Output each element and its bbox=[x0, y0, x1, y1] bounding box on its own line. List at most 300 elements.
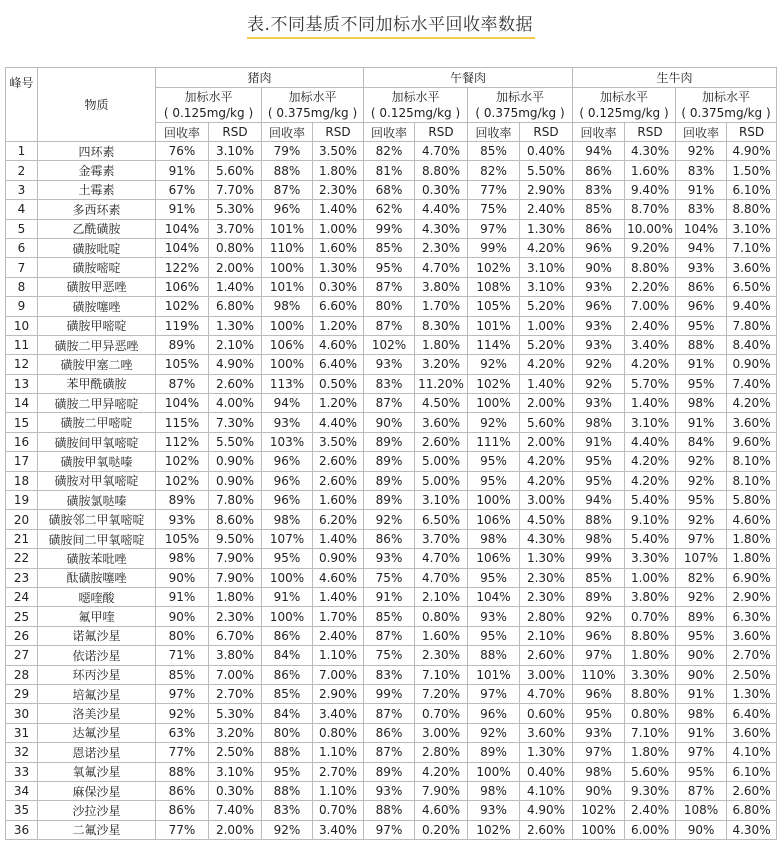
beef-high-rsd-cell: 2.70% bbox=[727, 646, 777, 665]
pork-high-rsd-cell: 2.60% bbox=[313, 471, 364, 490]
luncheon-low-rsd-cell: 2.30% bbox=[415, 238, 468, 257]
beef-high-recovery-cell: 92% bbox=[676, 471, 727, 490]
pork-high-rsd-cell: 1.30% bbox=[313, 258, 364, 277]
peak-number-cell: 34 bbox=[6, 781, 38, 800]
rsd-header: RSD bbox=[313, 123, 364, 142]
pork-high-rsd-cell: 4.60% bbox=[313, 335, 364, 354]
luncheon-high-rsd-cell: 0.40% bbox=[520, 142, 573, 161]
luncheon-low-recovery-cell: 83% bbox=[364, 665, 415, 684]
pork-high-rsd-cell: 1.80% bbox=[313, 161, 364, 180]
beef-low-rsd-cell: 3.80% bbox=[625, 587, 676, 606]
luncheon-low-rsd-cell: 0.30% bbox=[415, 180, 468, 199]
luncheon-low-rsd-cell: 7.20% bbox=[415, 684, 468, 703]
pork-high-rsd-cell: 6.40% bbox=[313, 355, 364, 374]
substance-name-cell: 金霉素 bbox=[38, 161, 156, 180]
pork-low-rsd-cell: 5.50% bbox=[209, 432, 262, 451]
beef-high-recovery-cell: 91% bbox=[676, 723, 727, 742]
beef-low-rsd-cell: 4.20% bbox=[625, 355, 676, 374]
pork-low-recovery-cell: 87% bbox=[156, 374, 209, 393]
beef-low-recovery-cell: 93% bbox=[573, 316, 625, 335]
pork-low-recovery-cell: 112% bbox=[156, 432, 209, 451]
beef-high-rsd-cell: 6.80% bbox=[727, 801, 777, 820]
luncheon-high-recovery-cell: 108% bbox=[468, 277, 520, 296]
pork-high-rsd-cell: 1.10% bbox=[313, 743, 364, 762]
level-value: ( 0.125mg/kg ) bbox=[370, 106, 461, 120]
luncheon-low-recovery-cell: 95% bbox=[364, 258, 415, 277]
table-row bbox=[6, 394, 777, 413]
table-row bbox=[6, 704, 777, 723]
peak-number-cell: 10 bbox=[6, 316, 38, 335]
pork-low-recovery-cell: 115% bbox=[156, 413, 209, 432]
beef-low-rsd-cell: 5.70% bbox=[625, 374, 676, 393]
peak-number-cell: 23 bbox=[6, 568, 38, 587]
beef-low-rsd-cell: 8.80% bbox=[625, 684, 676, 703]
pork-high-rsd-cell: 3.40% bbox=[313, 704, 364, 723]
pork-high-rsd-cell: 1.20% bbox=[313, 316, 364, 335]
pork-low-recovery-cell: 102% bbox=[156, 297, 209, 316]
luncheon-low-recovery-cell: 99% bbox=[364, 219, 415, 238]
table-row bbox=[6, 258, 777, 277]
pork-high-recovery-cell: 100% bbox=[262, 355, 313, 374]
luncheon-low-rsd-cell: 2.60% bbox=[415, 432, 468, 451]
table-row bbox=[6, 549, 777, 568]
luncheon-high-rsd-cell: 1.40% bbox=[520, 374, 573, 393]
beef-low-rsd-cell: 10.00% bbox=[625, 219, 676, 238]
pork-low-recovery-cell: 67% bbox=[156, 180, 209, 199]
pork-low-recovery-cell: 104% bbox=[156, 238, 209, 257]
pork-high-recovery-cell: 88% bbox=[262, 781, 313, 800]
recovery-header: 回收率 bbox=[468, 123, 520, 142]
table-row bbox=[6, 238, 777, 257]
luncheon-low-recovery-cell: 89% bbox=[364, 471, 415, 490]
substance-name-cell: 土霉素 bbox=[38, 180, 156, 199]
luncheon-low-recovery-cell: 75% bbox=[364, 568, 415, 587]
luncheon-low-recovery-cell: 89% bbox=[364, 452, 415, 471]
peak-number-cell: 30 bbox=[6, 704, 38, 723]
beef-high-recovery-cell: 90% bbox=[676, 646, 727, 665]
beef-high-rsd-cell: 5.80% bbox=[727, 491, 777, 510]
beef-low-recovery-cell: 96% bbox=[573, 684, 625, 703]
table-row bbox=[6, 723, 777, 742]
substance-name-cell: 噁喹酸 bbox=[38, 587, 156, 606]
substance-header: 物质 bbox=[38, 68, 156, 142]
luncheon-low-recovery-cell: 92% bbox=[364, 510, 415, 529]
luncheon-high-recovery-cell: 106% bbox=[468, 549, 520, 568]
beef-high-rsd-cell: 3.60% bbox=[727, 723, 777, 742]
pork-low-recovery-cell: 77% bbox=[156, 820, 209, 839]
luncheon-low-recovery-cell: 87% bbox=[364, 743, 415, 762]
level-value: ( 0.375mg/kg ) bbox=[267, 106, 358, 120]
substance-name-cell: 磺胺二甲异嘧啶 bbox=[38, 394, 156, 413]
luncheon-low-recovery-cell: 88% bbox=[364, 801, 415, 820]
luncheon-low-recovery-cell: 102% bbox=[364, 335, 415, 354]
luncheon-low-rsd-cell: 2.80% bbox=[415, 743, 468, 762]
pork-low-rsd-cell: 9.50% bbox=[209, 529, 262, 548]
pork-high-recovery-cell: 100% bbox=[262, 607, 313, 626]
luncheon-low-recovery-cell: 86% bbox=[364, 529, 415, 548]
luncheon-low-recovery-cell: 85% bbox=[364, 238, 415, 257]
luncheon-high-rsd-cell: 4.20% bbox=[520, 471, 573, 490]
table-row bbox=[6, 316, 777, 335]
beef-low-rsd-cell: 4.30% bbox=[625, 142, 676, 161]
beef-high-rsd-cell: 4.60% bbox=[727, 510, 777, 529]
luncheon-high-recovery-cell: 101% bbox=[468, 316, 520, 335]
peak-number-cell: 31 bbox=[6, 723, 38, 742]
pork-high-rsd-cell: 1.60% bbox=[313, 238, 364, 257]
pork-low-rsd-cell: 2.10% bbox=[209, 335, 262, 354]
luncheon-high-rsd-cell: 4.20% bbox=[520, 238, 573, 257]
beef-high-rsd-cell: 6.30% bbox=[727, 607, 777, 626]
beef-high-recovery-cell: 84% bbox=[676, 432, 727, 451]
beef-low-recovery-cell: 94% bbox=[573, 142, 625, 161]
beef-low-recovery-cell: 97% bbox=[573, 743, 625, 762]
table-row bbox=[6, 335, 777, 354]
peak-number-cell: 33 bbox=[6, 762, 38, 781]
substance-name-cell: 多西环素 bbox=[38, 200, 156, 219]
pork-high-recovery-cell: 98% bbox=[262, 297, 313, 316]
luncheon-high-rsd-cell: 2.30% bbox=[520, 568, 573, 587]
pork-high-rsd-cell: 7.00% bbox=[313, 665, 364, 684]
beef-low-rsd-cell: 4.20% bbox=[625, 471, 676, 490]
table-row bbox=[6, 801, 777, 820]
beef-high-recovery-cell: 98% bbox=[676, 394, 727, 413]
beef-low-recovery-cell: 86% bbox=[573, 219, 625, 238]
beef-high-recovery-cell: 92% bbox=[676, 587, 727, 606]
beef-low-rsd-cell: 6.00% bbox=[625, 820, 676, 839]
luncheon-low-recovery-cell: 89% bbox=[364, 491, 415, 510]
recovery-header: 回收率 bbox=[262, 123, 313, 142]
pork-high-recovery-cell: 101% bbox=[262, 277, 313, 296]
beef-high-recovery-cell: 91% bbox=[676, 684, 727, 703]
table-row bbox=[6, 762, 777, 781]
pork-low-rsd-cell: 0.90% bbox=[209, 452, 262, 471]
beef-high-rsd-cell: 7.10% bbox=[727, 238, 777, 257]
luncheon-low-rsd-cell: 4.30% bbox=[415, 219, 468, 238]
table-body bbox=[6, 142, 777, 840]
beef-low-recovery-cell: 86% bbox=[573, 161, 625, 180]
luncheon-high-recovery-cell: 100% bbox=[468, 394, 520, 413]
beef-low-recovery-cell: 96% bbox=[573, 297, 625, 316]
luncheon-low-rsd-cell: 3.60% bbox=[415, 413, 468, 432]
beef-high-rsd-cell: 4.10% bbox=[727, 743, 777, 762]
pork-high-rsd-cell: 1.40% bbox=[313, 529, 364, 548]
recovery-header: 回收率 bbox=[364, 123, 415, 142]
luncheon-high-recovery-cell: 92% bbox=[468, 355, 520, 374]
luncheon-high-rsd-cell: 3.60% bbox=[520, 723, 573, 742]
pork-high-rsd-cell: 1.70% bbox=[313, 607, 364, 626]
pork-high-recovery-cell: 100% bbox=[262, 568, 313, 587]
beef-high-rsd-cell: 1.50% bbox=[727, 161, 777, 180]
pork-low-rsd-cell: 6.70% bbox=[209, 626, 262, 645]
peak-number-cell: 32 bbox=[6, 743, 38, 762]
luncheon-high-recovery-cell: 104% bbox=[468, 587, 520, 606]
beef-high-rsd-cell: 3.60% bbox=[727, 626, 777, 645]
peak-number-cell: 3 bbox=[6, 180, 38, 199]
pork-low-recovery-cell: 104% bbox=[156, 219, 209, 238]
beef-low-rsd-cell: 4.20% bbox=[625, 452, 676, 471]
substance-name-cell: 磺胺苯吡唑 bbox=[38, 549, 156, 568]
beef-high-recovery-cell: 90% bbox=[676, 820, 727, 839]
pork-high-rsd-cell: 2.70% bbox=[313, 762, 364, 781]
pork-high-recovery-cell: 95% bbox=[262, 762, 313, 781]
beef-low-recovery-cell: 98% bbox=[573, 413, 625, 432]
pork-high-rsd-cell: 1.40% bbox=[313, 587, 364, 606]
substance-name-cell: 磺胺氯哒嗪 bbox=[38, 491, 156, 510]
table-row bbox=[6, 665, 777, 684]
pork-high-rsd-cell: 0.80% bbox=[313, 723, 364, 742]
beef-high-recovery-cell: 108% bbox=[676, 801, 727, 820]
beef-low-recovery-cell: 110% bbox=[573, 665, 625, 684]
beef-low-recovery-cell: 83% bbox=[573, 180, 625, 199]
beef-low-recovery-cell: 95% bbox=[573, 471, 625, 490]
substance-name-cell: 麻保沙星 bbox=[38, 781, 156, 800]
pork-high-recovery-cell: 98% bbox=[262, 510, 313, 529]
beef-high-rsd-cell: 6.90% bbox=[727, 568, 777, 587]
pork-high-rsd-cell: 3.40% bbox=[313, 820, 364, 839]
substance-name-cell: 培氟沙星 bbox=[38, 684, 156, 703]
beef-low-rsd-cell: 5.60% bbox=[625, 762, 676, 781]
pork-low-recovery-cell: 90% bbox=[156, 607, 209, 626]
substance-name-cell: 氟甲喹 bbox=[38, 607, 156, 626]
pork-high-rsd-cell: 2.60% bbox=[313, 452, 364, 471]
level-header bbox=[468, 88, 573, 123]
luncheon-high-recovery-cell: 88% bbox=[468, 646, 520, 665]
beef-high-rsd-cell: 3.60% bbox=[727, 413, 777, 432]
pork-low-recovery-cell: 106% bbox=[156, 277, 209, 296]
luncheon-low-rsd-cell: 3.00% bbox=[415, 723, 468, 742]
peak-number-cell: 21 bbox=[6, 529, 38, 548]
peak-number-cell: 29 bbox=[6, 684, 38, 703]
table-row bbox=[6, 432, 777, 451]
pork-low-recovery-cell: 122% bbox=[156, 258, 209, 277]
luncheon-low-rsd-cell: 8.80% bbox=[415, 161, 468, 180]
beef-high-recovery-cell: 83% bbox=[676, 200, 727, 219]
substance-name-cell: 磺胺间甲氧嘧啶 bbox=[38, 432, 156, 451]
luncheon-low-recovery-cell: 62% bbox=[364, 200, 415, 219]
luncheon-low-recovery-cell: 68% bbox=[364, 180, 415, 199]
beef-high-recovery-cell: 95% bbox=[676, 374, 727, 393]
beef-low-recovery-cell: 96% bbox=[573, 238, 625, 257]
pork-low-recovery-cell: 86% bbox=[156, 801, 209, 820]
beef-high-recovery-cell: 91% bbox=[676, 413, 727, 432]
pork-high-rsd-cell: 1.20% bbox=[313, 394, 364, 413]
luncheon-low-rsd-cell: 4.20% bbox=[415, 762, 468, 781]
pork-high-recovery-cell: 110% bbox=[262, 238, 313, 257]
substance-name-cell: 磺胺间二甲氧嘧啶 bbox=[38, 529, 156, 548]
level-value: ( 0.375mg/kg ) bbox=[681, 106, 771, 120]
pork-low-rsd-cell: 4.00% bbox=[209, 394, 262, 413]
luncheon-high-rsd-cell: 3.00% bbox=[520, 491, 573, 510]
luncheon-low-recovery-cell: 99% bbox=[364, 684, 415, 703]
peak-number-cell: 7 bbox=[6, 258, 38, 277]
table-row bbox=[6, 568, 777, 587]
substance-name-cell: 磺胺甲嘧啶 bbox=[38, 316, 156, 335]
luncheon-high-recovery-cell: 89% bbox=[468, 743, 520, 762]
luncheon-high-rsd-cell: 5.20% bbox=[520, 297, 573, 316]
luncheon-high-rsd-cell: 1.30% bbox=[520, 219, 573, 238]
luncheon-high-rsd-cell: 4.20% bbox=[520, 452, 573, 471]
pork-high-rsd-cell: 0.90% bbox=[313, 549, 364, 568]
substance-name-cell: 恩诺沙星 bbox=[38, 743, 156, 762]
pork-high-recovery-cell: 79% bbox=[262, 142, 313, 161]
luncheon-low-recovery-cell: 87% bbox=[364, 316, 415, 335]
beef-low-rsd-cell: 0.70% bbox=[625, 607, 676, 626]
pork-high-rsd-cell: 1.40% bbox=[313, 200, 364, 219]
pork-low-rsd-cell: 3.20% bbox=[209, 723, 262, 742]
level-label: 加标水平 bbox=[600, 90, 649, 104]
luncheon-low-rsd-cell: 4.50% bbox=[415, 394, 468, 413]
pork-low-rsd-cell: 6.80% bbox=[209, 297, 262, 316]
luncheon-high-recovery-cell: 99% bbox=[468, 238, 520, 257]
beef-high-rsd-cell: 2.50% bbox=[727, 665, 777, 684]
substance-name-cell: 乙酰磺胺 bbox=[38, 219, 156, 238]
peak-number-cell: 15 bbox=[6, 413, 38, 432]
pork-low-rsd-cell: 7.70% bbox=[209, 180, 262, 199]
pork-high-recovery-cell: 100% bbox=[262, 316, 313, 335]
beef-high-recovery-cell: 97% bbox=[676, 529, 727, 548]
table-row bbox=[6, 374, 777, 393]
beef-low-rsd-cell: 2.40% bbox=[625, 801, 676, 820]
beef-high-rsd-cell: 4.90% bbox=[727, 142, 777, 161]
peak-number-cell: 36 bbox=[6, 820, 38, 839]
peak-number-cell: 17 bbox=[6, 452, 38, 471]
substance-name-cell: 二氟沙星 bbox=[38, 820, 156, 839]
luncheon-low-rsd-cell: 3.10% bbox=[415, 491, 468, 510]
pork-high-rsd-cell: 1.60% bbox=[313, 491, 364, 510]
pork-low-rsd-cell: 2.70% bbox=[209, 684, 262, 703]
substance-name-cell: 酞磺胺噻唑 bbox=[38, 568, 156, 587]
luncheon-low-rsd-cell: 3.70% bbox=[415, 529, 468, 548]
peak-number-cell: 4 bbox=[6, 200, 38, 219]
beef-low-rsd-cell: 1.60% bbox=[625, 161, 676, 180]
beef-high-rsd-cell: 2.90% bbox=[727, 587, 777, 606]
substance-name-cell: 磺胺甲恶唑 bbox=[38, 277, 156, 296]
luncheon-low-recovery-cell: 87% bbox=[364, 277, 415, 296]
luncheon-high-recovery-cell: 93% bbox=[468, 607, 520, 626]
pork-low-rsd-cell: 3.70% bbox=[209, 219, 262, 238]
pork-low-recovery-cell: 90% bbox=[156, 568, 209, 587]
luncheon-high-recovery-cell: 92% bbox=[468, 413, 520, 432]
beef-high-recovery-cell: 98% bbox=[676, 704, 727, 723]
title-underline bbox=[247, 37, 535, 39]
pork-high-recovery-cell: 86% bbox=[262, 665, 313, 684]
pork-high-rsd-cell: 6.20% bbox=[313, 510, 364, 529]
beef-low-recovery-cell: 90% bbox=[573, 258, 625, 277]
luncheon-low-recovery-cell: 80% bbox=[364, 297, 415, 316]
luncheon-low-recovery-cell: 87% bbox=[364, 394, 415, 413]
pork-high-rsd-cell: 2.90% bbox=[313, 684, 364, 703]
pork-high-rsd-cell: 0.30% bbox=[313, 277, 364, 296]
substance-name-cell: 磺胺对甲氧嘧啶 bbox=[38, 471, 156, 490]
pork-low-rsd-cell: 3.10% bbox=[209, 762, 262, 781]
matrix-header-pork: 猪肉 bbox=[156, 68, 364, 88]
pork-low-rsd-cell: 5.30% bbox=[209, 200, 262, 219]
beef-high-rsd-cell: 6.40% bbox=[727, 704, 777, 723]
pork-high-recovery-cell: 100% bbox=[262, 258, 313, 277]
matrix-header-luncheon-meat: 午餐肉 bbox=[364, 68, 573, 88]
luncheon-low-rsd-cell: 2.30% bbox=[415, 646, 468, 665]
beef-low-recovery-cell: 91% bbox=[573, 432, 625, 451]
beef-high-rsd-cell: 8.10% bbox=[727, 471, 777, 490]
pork-low-rsd-cell: 5.60% bbox=[209, 161, 262, 180]
pork-high-recovery-cell: 107% bbox=[262, 529, 313, 548]
beef-low-recovery-cell: 99% bbox=[573, 549, 625, 568]
beef-low-rsd-cell: 3.10% bbox=[625, 413, 676, 432]
pork-high-recovery-cell: 96% bbox=[262, 471, 313, 490]
pork-high-rsd-cell: 2.30% bbox=[313, 180, 364, 199]
level-label: 加标水平 bbox=[496, 90, 545, 104]
luncheon-low-recovery-cell: 90% bbox=[364, 413, 415, 432]
pork-low-recovery-cell: 93% bbox=[156, 510, 209, 529]
pork-high-recovery-cell: 88% bbox=[262, 743, 313, 762]
beef-low-recovery-cell: 88% bbox=[573, 510, 625, 529]
luncheon-low-rsd-cell: 11.20% bbox=[415, 374, 468, 393]
luncheon-low-rsd-cell: 4.60% bbox=[415, 801, 468, 820]
pork-low-rsd-cell: 4.90% bbox=[209, 355, 262, 374]
beef-low-recovery-cell: 92% bbox=[573, 355, 625, 374]
beef-low-rsd-cell: 9.40% bbox=[625, 180, 676, 199]
luncheon-high-recovery-cell: 114% bbox=[468, 335, 520, 354]
pork-low-recovery-cell: 92% bbox=[156, 704, 209, 723]
beef-low-rsd-cell: 3.30% bbox=[625, 665, 676, 684]
table-row bbox=[6, 355, 777, 374]
table-row bbox=[6, 142, 777, 161]
substance-name-cell: 洛美沙星 bbox=[38, 704, 156, 723]
pork-low-recovery-cell: 85% bbox=[156, 665, 209, 684]
pork-low-rsd-cell: 1.30% bbox=[209, 316, 262, 335]
substance-name-cell: 依诺沙星 bbox=[38, 646, 156, 665]
luncheon-high-recovery-cell: 93% bbox=[468, 801, 520, 820]
beef-low-rsd-cell: 1.80% bbox=[625, 743, 676, 762]
substance-name-cell: 磺胺甲氧哒嗪 bbox=[38, 452, 156, 471]
table-row bbox=[6, 607, 777, 626]
peak-number-cell: 1 bbox=[6, 142, 38, 161]
beef-low-recovery-cell: 89% bbox=[573, 587, 625, 606]
luncheon-high-rsd-cell: 2.00% bbox=[520, 432, 573, 451]
luncheon-low-rsd-cell: 8.30% bbox=[415, 316, 468, 335]
pork-low-rsd-cell: 7.80% bbox=[209, 491, 262, 510]
beef-high-recovery-cell: 82% bbox=[676, 568, 727, 587]
peak-number-cell: 24 bbox=[6, 587, 38, 606]
beef-high-recovery-cell: 88% bbox=[676, 335, 727, 354]
beef-high-recovery-cell: 92% bbox=[676, 452, 727, 471]
substance-name-cell: 磺胺二甲异恶唑 bbox=[38, 335, 156, 354]
beef-high-rsd-cell: 1.30% bbox=[727, 684, 777, 703]
beef-low-recovery-cell: 93% bbox=[573, 277, 625, 296]
beef-high-recovery-cell: 83% bbox=[676, 161, 727, 180]
pork-low-recovery-cell: 97% bbox=[156, 684, 209, 703]
pork-high-rsd-cell: 4.40% bbox=[313, 413, 364, 432]
beef-high-rsd-cell: 8.10% bbox=[727, 452, 777, 471]
title-area bbox=[0, 0, 780, 60]
substance-name-cell: 四环素 bbox=[38, 142, 156, 161]
peak-number-cell: 25 bbox=[6, 607, 38, 626]
luncheon-low-rsd-cell: 4.70% bbox=[415, 142, 468, 161]
recovery-header: 回收率 bbox=[156, 123, 209, 142]
pork-high-recovery-cell: 86% bbox=[262, 626, 313, 645]
peak-number-cell: 5 bbox=[6, 219, 38, 238]
pork-high-recovery-cell: 93% bbox=[262, 413, 313, 432]
pork-low-recovery-cell: 119% bbox=[156, 316, 209, 335]
beef-high-recovery-cell: 92% bbox=[676, 510, 727, 529]
substance-name-cell: 磺胺嘧啶 bbox=[38, 258, 156, 277]
luncheon-high-rsd-cell: 2.00% bbox=[520, 394, 573, 413]
luncheon-high-rsd-cell: 5.50% bbox=[520, 161, 573, 180]
level-label: 加标水平 bbox=[184, 90, 233, 104]
luncheon-high-recovery-cell: 96% bbox=[468, 704, 520, 723]
pork-high-rsd-cell: 2.40% bbox=[313, 626, 364, 645]
beef-high-recovery-cell: 96% bbox=[676, 297, 727, 316]
